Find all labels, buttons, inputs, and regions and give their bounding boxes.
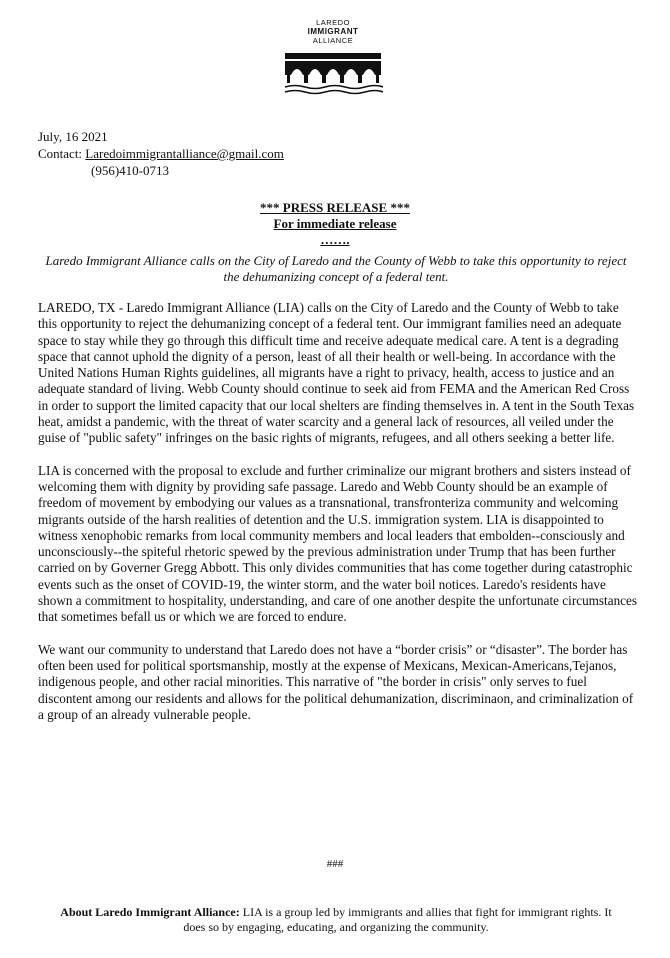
body-paragraph: LIA is concerned with the proposal to exclude and further criminalize our migrant brothers and sisters instead of welcoming them with dignity by providing safe passage. Laredo and Webb County should be an example of freedom of movement by embodying our values as a transnational, transfronteriza community and welcoming migrants outside of the harsh realities of detention and the U.S. immigration system. LIA is disappointed to witness xenophobic remarks from local community members and local leaders that embolden--consciously and unconsciously--the spiteful rhetoric spewed by the previous administration under Trump that has been further carried on by Governer Gregg Abbott. This only divides communities that has come together during catastrophic events such as the onset of COVID-19, the winter storm, and the water boil notices. Laredo's residents have shown a commitment to hospitality, understanding, and care of one another despite the unfortunate circumstances that sometimes befall us or which we are forced to endure. (38, 462, 638, 625)
release-date: July, 16 2021 (38, 129, 108, 144)
contact-email-link[interactable]: Laredoimmigrantalliance@gmail.com (85, 146, 284, 161)
about-text: LIA is a group led by immigrants and allies that fight for immigrant rights. It does so by engaging, educating, and organizing the community. (183, 905, 612, 934)
contact-block (38, 128, 284, 179)
contact-label: Contact: (38, 146, 83, 161)
release-subtitle: Laredo Immigrant Alliance calls on the City of Laredo and the County of Webb to take this opportunity to reject the dehumanizing concept of a federal tent. (45, 253, 627, 284)
end-mark: ### (326, 858, 344, 870)
bridge-icon (283, 49, 383, 97)
about-section (50, 905, 622, 935)
logo-text-line3: ALLIANCE (312, 36, 354, 45)
press-release-title: *** PRESS RELEASE *** (260, 200, 410, 215)
logo-text-line2: IMMIGRANT (307, 27, 359, 36)
logo-text-line1: LAREDO (316, 18, 350, 27)
immediate-release-label: For immediate release (273, 216, 397, 231)
body-paragraph: We want our community to understand that Laredo does not have a “border crisis” or “disaster”. The border has often been used for political sportsmanship, mostly at the expense of Mexicans, Mexican-Americans,Tejanos, indigenous people, and other racial minorities. This narrative of "the border in crisis" only serves to fuel discontent among our residents and allows for the political dehumanization, discriminaon, and criminalization of a group of an already vulnerable people. (38, 641, 634, 722)
organization-logo (278, 18, 388, 104)
contact-phone: (956)410-0713 (91, 163, 169, 178)
contact-line (38, 145, 284, 162)
body-paragraph: LAREDO, TX - Laredo Immigrant Alliance (LIA) calls on the City of Laredo and the County of Webb to take this opportunity to reject the dehumanizing concept of a federal tent. Our immigrant families need an adequate space to stay while they go through this difficult time and receive adequate medical care. A tent is a degrading space that cannot uphold the dignity of a person, least of all their health or well-being. In accordance with the United Nations Human Rights guidelines, all migrants have a right to privacy, health, access to justice and an adequate standard of living. Webb County should continue to seek aid from FEMA and the American Red Cross in order to support the limited capacity that our local shelters are finding themselves in. A tent in the South Texas heat, amidst a pandemic, with the threat of water scarcity and a general lack of resources, all veiled under the guise of "public safety" infringes on the basic rights of migrants, refugees, and all others seeking a better life. (38, 300, 635, 446)
about-label: About Laredo Immigrant Alliance: (60, 905, 240, 919)
release-body (38, 300, 638, 739)
release-heading (0, 200, 670, 248)
heading-dots: ……. (320, 232, 350, 247)
